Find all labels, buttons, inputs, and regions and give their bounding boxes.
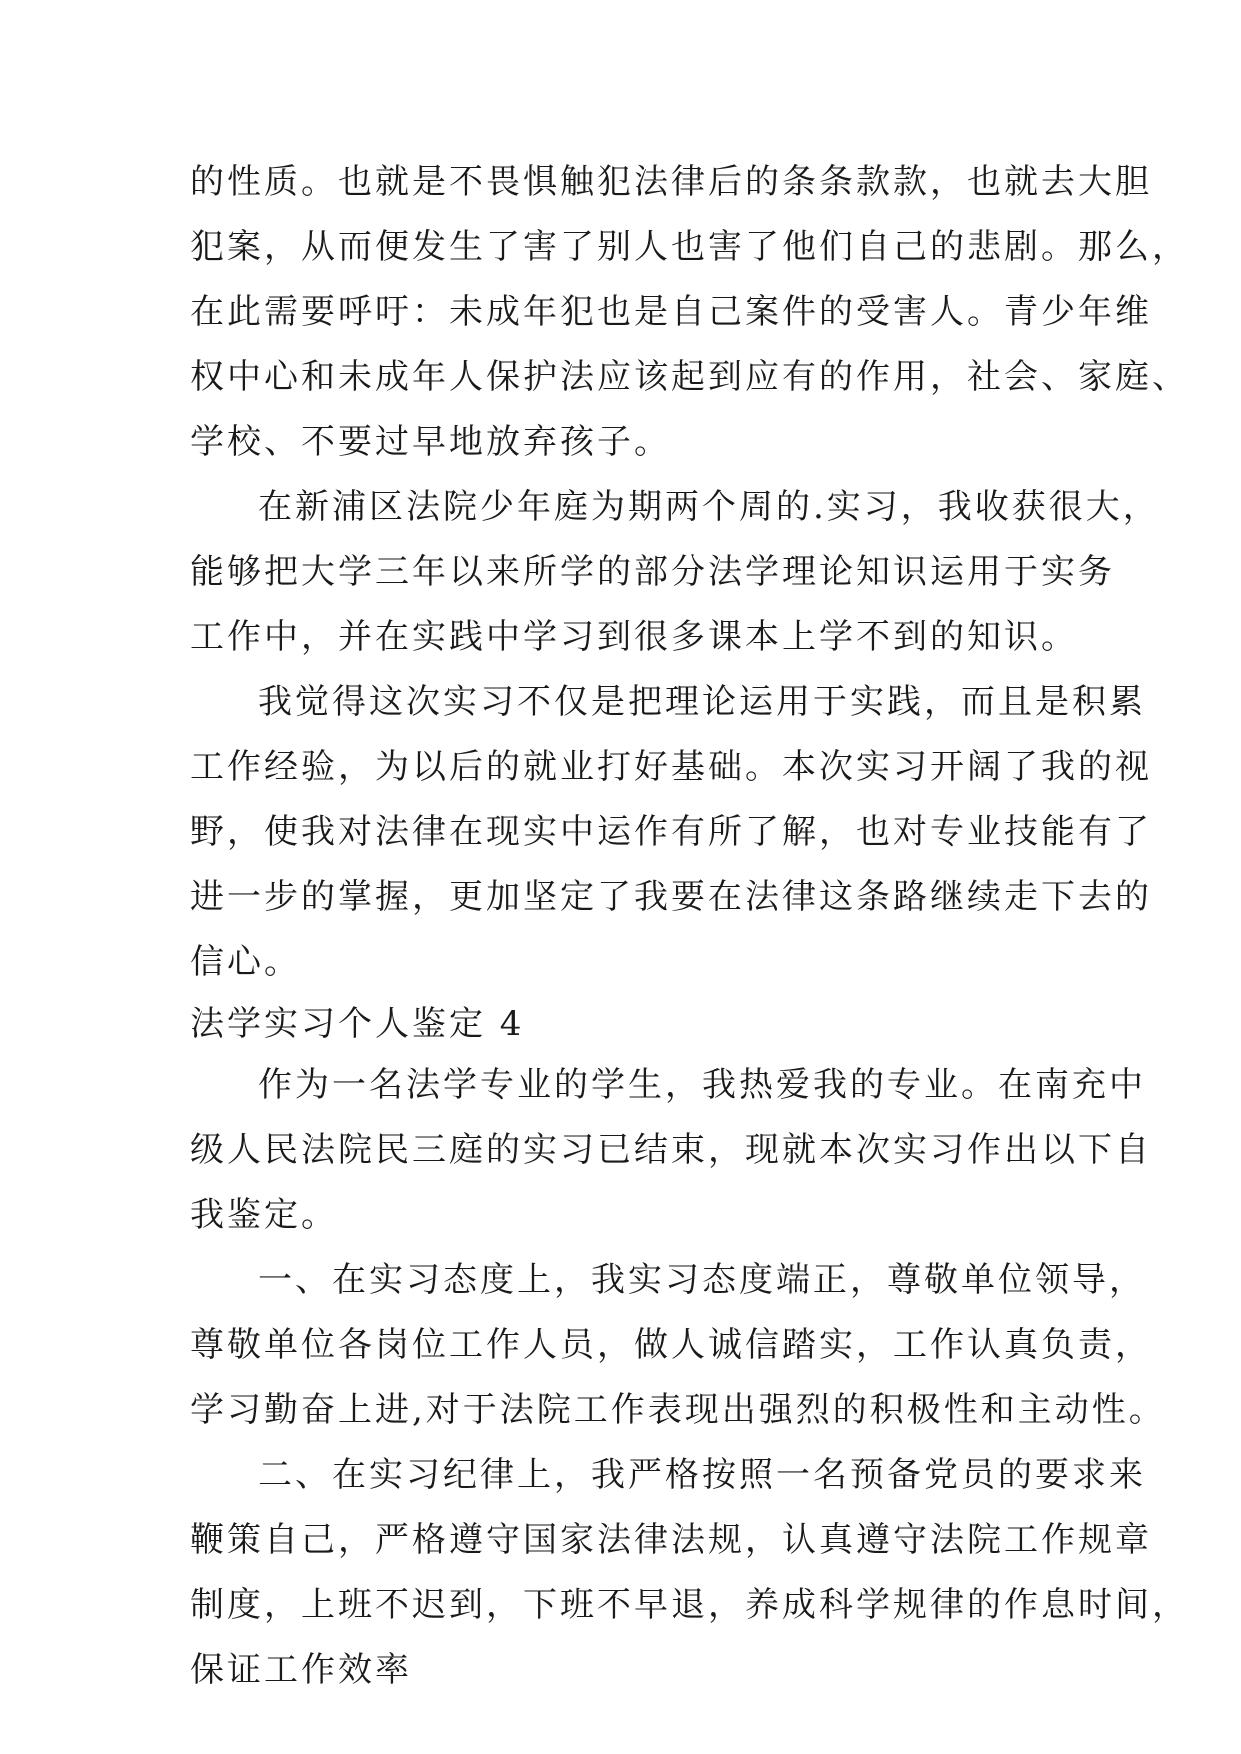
text-line: 能够把大学三年以来所学的部分法学理论知识运用于实务 — [190, 552, 1115, 592]
text-line: 保证工作效率 — [190, 1650, 412, 1690]
text-line: 权中心和未成年人保护法应该起到应有的作用，社会、家庭、 — [190, 357, 1189, 397]
text-line: 尊敬单位各岗位工作人员，做人诚信踏实，工作认真负责， — [190, 1325, 1152, 1365]
text-line: 的性质。也就是不畏惧触犯法律后的条条款款，也就去大胆 — [190, 162, 1152, 202]
text-line: 野，使我对法律在现实中运作有所了解，也对专业技能有了 — [190, 812, 1152, 852]
text-line: 学习勤奋上进,对于法院工作表现出强烈的积极性和主动性。 — [190, 1390, 1166, 1430]
text-line: 鞭策自己，严格遵守国家法律法规，认真遵守法院工作规章 — [190, 1520, 1152, 1560]
document-page — [190, 150, 1189, 1703]
text-line: 信心。 — [190, 942, 301, 982]
paragraph-first-line: 作为一名法学专业的学生，我热爱我的专业。在南充中 — [258, 1065, 1146, 1105]
paragraph-first-line: 二、在实习纪律上，我严格按照一名预备党员的要求来 — [258, 1455, 1146, 1495]
text-line: 我鉴定。 — [190, 1195, 338, 1235]
paragraph-first-line: 在新浦区法院少年庭为期两个周的.实习，我收获很大， — [258, 487, 1160, 527]
text-line: 学校、不要过早地放弃孩子。 — [190, 422, 671, 462]
text-line: 工作经验，为以后的就业打好基础。本次实习开阔了我的视 — [190, 747, 1152, 787]
text-line: 在此需要呼吁：未成年犯也是自己案件的受害人。青少年维 — [190, 292, 1152, 332]
text-line: 进一步的掌握，更加坚定了我要在法律这条路继续走下去的 — [190, 877, 1152, 917]
text-line: 级人民法院民三庭的实习已结束，现就本次实习作出以下自 — [190, 1130, 1152, 1170]
text-line: 工作中，并在实践中学习到很多课本上学不到的知识。 — [190, 617, 1078, 657]
text-line: 犯案，从而便发生了害了别人也害了他们自己的悲剧。那么， — [190, 227, 1189, 267]
paragraph-first-line: 我觉得这次实习不仅是把理论运用于实践，而且是积累 — [258, 682, 1146, 722]
section-heading: 法学实习个人鉴定 4 — [190, 1004, 525, 1044]
text-line: 制度，上班不迟到，下班不早退，养成科学规律的作息时间， — [190, 1585, 1189, 1625]
paragraph-first-line: 一、在实习态度上，我实习态度端正，尊敬单位领导， — [258, 1260, 1146, 1300]
